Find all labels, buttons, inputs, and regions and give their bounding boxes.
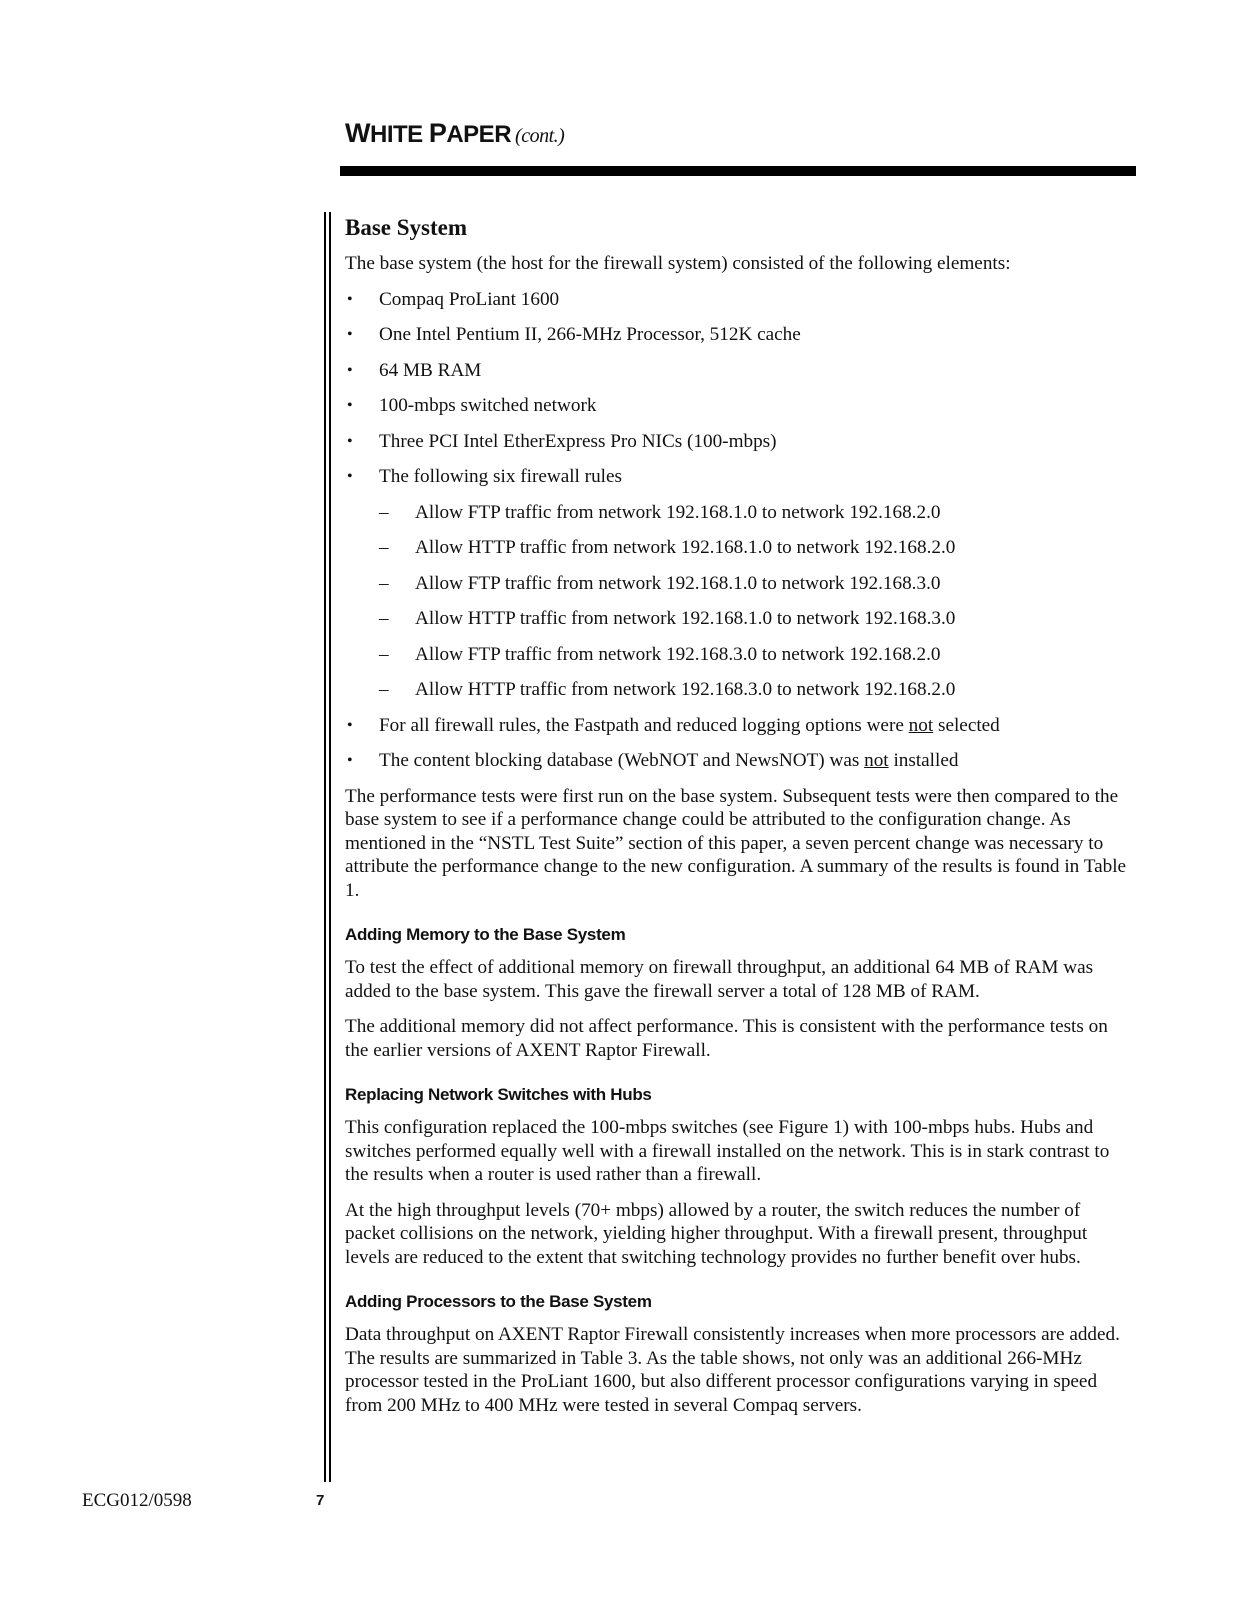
bullet-marker: • [347,752,353,769]
memory-heading: Adding Memory to the Base System [345,925,626,944]
hubs-heading: Replacing Network Switches with Hubs [345,1085,652,1104]
dash-marker: – [379,572,389,594]
rule-item: – Allow HTTP traffic from network 192.168.1.0 to network 192.168.2.0 [379,537,956,558]
bullet-marker: • [347,397,353,414]
dash-marker: – [379,537,389,558]
emphasis-not: not [864,750,889,771]
rule-item: – Allow FTP traffic from network 192.168.3.0 to network 192.168.2.0 [379,643,941,665]
rule-item: – Allow HTTP traffic from network 192.168.3.0 to network 192.168.2.0 [379,679,956,700]
list-item: • One Intel Pentium II, 266-MHz Processor, 512K cache [347,324,801,345]
header-p: P [428,118,447,148]
dash-marker: – [379,643,389,665]
bullet-marker: • [347,432,353,450]
processors-heading: Adding Processors to the Base System [345,1292,652,1311]
bullet-marker: • [347,468,353,485]
intro-paragraph: The base system (the host for the firewall system) consisted of the following elements: [345,253,1011,274]
bullet-marker: • [347,326,353,343]
rule-item: – Allow HTTP traffic from network 192.168.1.0 to network 192.168.3.0 [379,608,956,629]
bullet-marker: • [347,361,353,379]
header-hite: HITE [369,121,423,148]
dash-marker: – [379,501,389,523]
list-item: • The content blocking database (WebNOT and NewsNOT) was not installed [347,750,959,771]
bullet-marker: • [347,290,353,308]
header-rule [340,166,1136,176]
dash-marker: – [379,608,389,629]
memory-paragraph-1: To test the effect of additional memory on firewall throughput, an additional 64 MB of RAM was added to the base system. This gave the firewall server a total of 128 MB of RAM. [345,957,1094,1002]
list-item: • 100-mbps switched network [347,395,597,416]
bullet-marker: • [347,716,353,734]
page-header [345,118,564,149]
main-content [345,210,1135,1429]
header-cont: (cont.) [515,125,565,147]
emphasis-not: not [908,714,934,736]
header-w: W [345,118,370,148]
section-title: Base System [345,215,468,240]
page-number: 7 [316,1492,325,1509]
processors-paragraph-1: Data throughput on AXENT Raptor Firewall consistently increases when more processors are added. The results are summarized in Table 3. As the table shows, not only was an additional 266-MHz processor tested in the ProLiant 1600, but also different processor configurations varying in speed from 200 MHz to 400 MHz were tested in several Compaq servers. [345,1324,1120,1416]
memory-paragraph-2: The additional memory did not affect performance. This is consistent with the performance tests on the earlier versions of AXENT Raptor Firewall. [345,1016,1108,1061]
rule-item: – Allow FTP traffic from network 192.168.1.0 to network 192.168.3.0 [379,572,941,594]
document-id: ECG012/0598 [82,1490,192,1511]
margin-line-left [324,212,326,1482]
list-item: • Compaq ProLiant 1600 [347,288,560,310]
list-item: • Three PCI Intel EtherExpress Pro NICs (100-mbps) [347,430,777,452]
list-item: • The following six firewall rules – Allow FTP traffic from network 192.168.1.0 to network 192.168.2.0 – Allow HTTP traffic from network 192.168.1.0 to network 192.168.2.0 – Allow FTP traffic from network 192.168.1.0 to network 192.168.3.0 – Allow HTTP traffic from network 192.168.1.0 to network 192.168.3.0 – Allow FTP traffic from network 192.168.3.0 to network 192.168.2.0 – Allow HTTP traffic from network 192.168.3.0 to network 192.168.2.0 [345,465,1135,702]
margin-line-right [329,212,331,1482]
list-item: • 64 MB RAM [347,359,482,381]
base-system-list [345,288,1135,773]
header-aper: APER [446,121,512,148]
summary-paragraph: The performance tests were first run on the base system. Subsequent tests were then compared to the base system to see if a performance change could be attributed to the configuration change. As mentioned in the “NSTL Test Suite” section of this paper, a seven percent change was necessary to attribute the performance change to the new configuration. A summary of the results is found in Table 1. [345,785,1127,901]
rule-item: – Allow FTP traffic from network 192.168.1.0 to network 192.168.2.0 [379,501,941,523]
firewall-rules-list [379,501,1135,702]
list-item: • For all firewall rules, the Fastpath and reduced logging options were not selected [347,714,1000,736]
hubs-paragraph-1: This configuration replaced the 100-mbps switches (see Figure 1) with 100-mbps hubs. Hubs and switches performed equally well with a firewall installed on the network. This is in stark contrast to the results when a router is used rather than a firewall. [345,1117,1110,1185]
hubs-paragraph-2: At the high throughput levels (70+ mbps) allowed by a router, the switch reduces the number of packet collisions on the network, yielding higher throughput. With a firewall present, throughput levels are reduced to the extent that switching technology provides no further benefit over hubs. [345,1199,1088,1268]
dash-marker: – [379,679,389,700]
